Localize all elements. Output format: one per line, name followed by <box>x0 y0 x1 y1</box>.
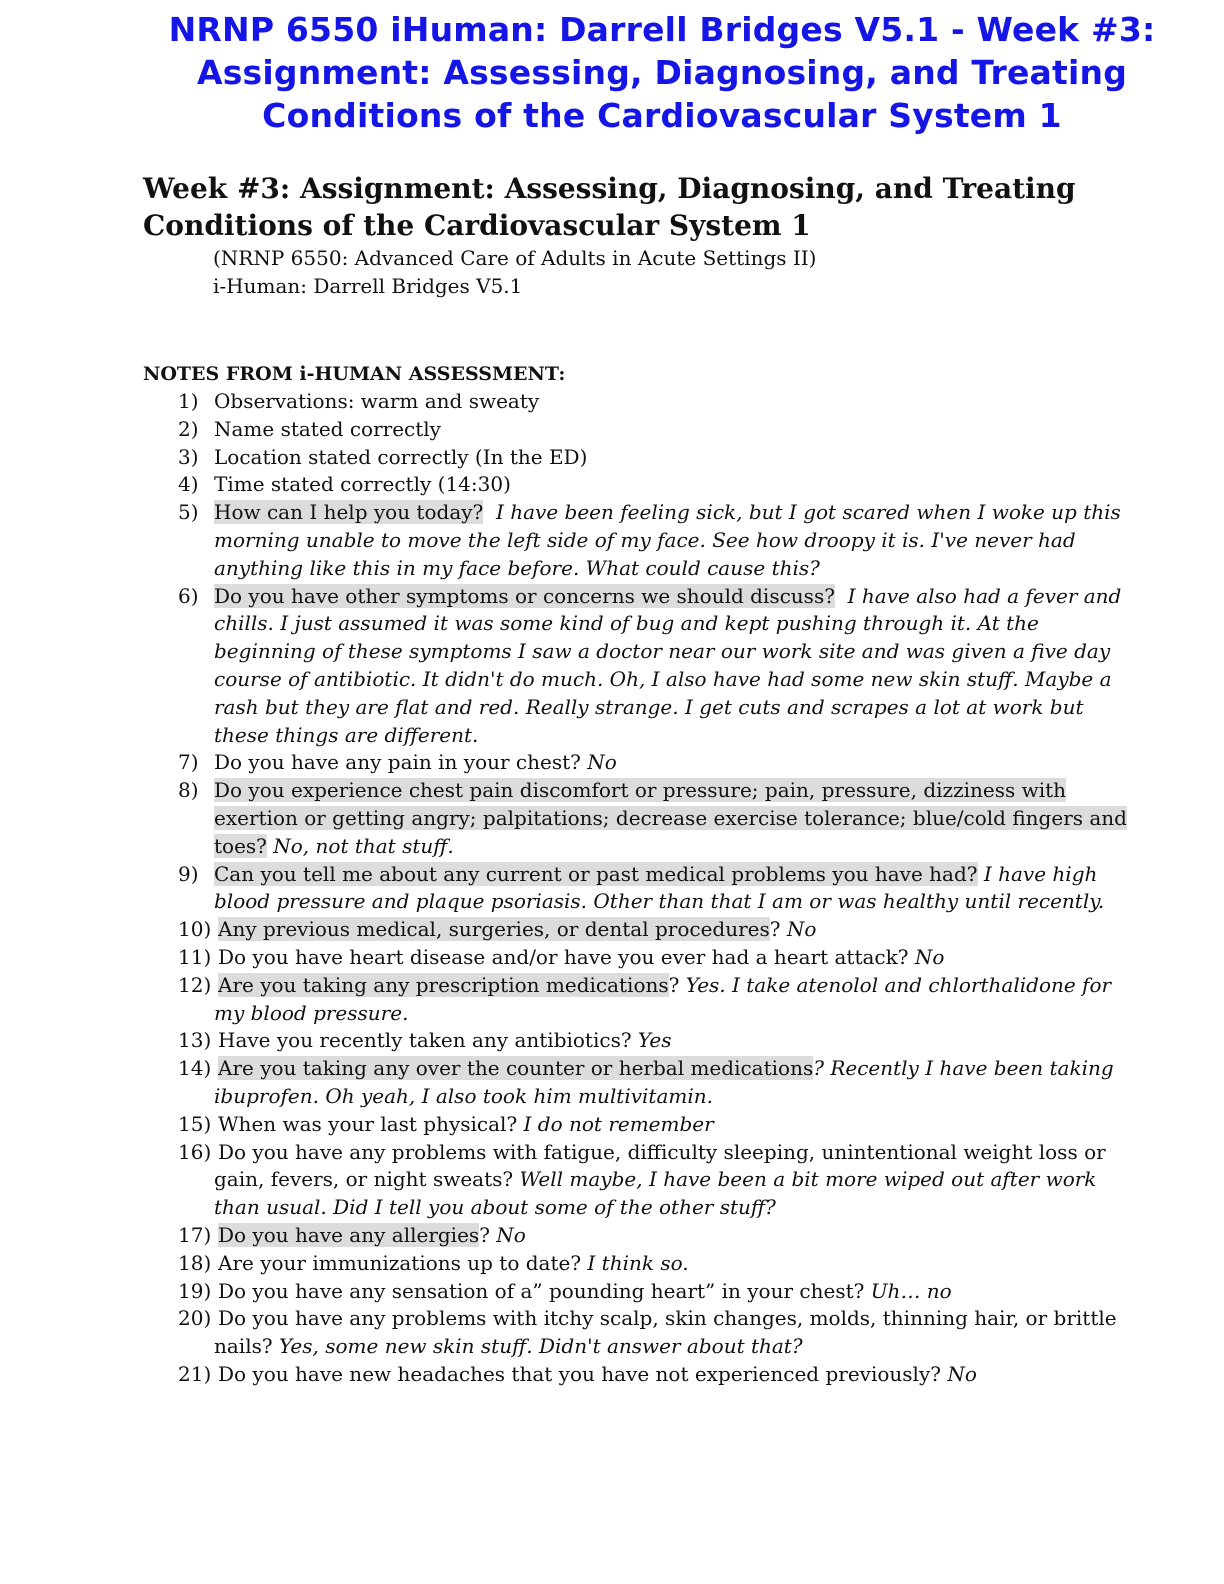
item-number: 10) <box>178 917 212 942</box>
list-item <box>143 944 1143 972</box>
item-answer: No <box>786 917 817 942</box>
list-item <box>143 388 1143 416</box>
item-number: 7) <box>178 750 199 775</box>
item-answer: I do not remember <box>523 1111 714 1136</box>
item-question: Do you have any allergies <box>218 1222 480 1247</box>
item-question: When was your last physical? <box>218 1111 518 1136</box>
course-name: (NRNP 6550: Advanced Care of Adults in Acute Settings II) <box>213 246 817 270</box>
item-question: Do you have other symptoms or concerns we should discuss? <box>214 583 835 608</box>
item-number: 17) <box>178 1222 212 1247</box>
item-number: 3) <box>178 444 199 469</box>
item-number: 5) <box>178 500 199 525</box>
list-item <box>143 416 1143 444</box>
item-answer: Yes, some new skin stuff. Didn't answer about that? <box>278 1334 803 1359</box>
item-question: Have you recently taken any antibiotics? <box>218 1028 632 1053</box>
item-answer: Recently I have been taking ibuprofen. Oh yeah, I also took him multivitamin. <box>214 1056 1114 1108</box>
item-answer: Well maybe, I have been a bit more wiped out after work than usual. Did I tell you about some of the other stuff? <box>214 1167 1097 1220</box>
item-answer: I have also had a fever and chills. I just assumed it was some kind of bug and kept pushing through it. At the beginning of these symptoms I saw a doctor near our work site and was given a five day course of antibiotic. It didn't do much. Oh, I also have had some new skin stuff. Maybe a rash but they are flat and red. Really strange. I get cuts and scrapes a lot at work but these things are different. <box>214 583 1122 747</box>
banner-line-1: NRNP 6550 iHuman: Darrell Bridges V5.1 - Week #3: <box>168 10 1156 49</box>
item-answer: I have high blood pressure and plaque psoriasis. Other than that I am or was healthy until recently. <box>214 861 1105 914</box>
item-question: Are you taking any prescription medications <box>218 972 669 997</box>
item-answer: No <box>914 944 945 969</box>
heading-line-1: Week #3: Assignment: Assessing, Diagnosing, and Treating <box>143 172 1076 205</box>
list-item: 10) Any previous medical, surgeries, or dental procedures? No <box>143 916 1143 944</box>
item-number: 6) <box>178 583 199 608</box>
list-item <box>143 1278 1143 1306</box>
item-question: Can you tell me about any current or past medical problems you have had? <box>214 861 978 886</box>
item-answer: Yes <box>637 1028 672 1053</box>
banner-line-3: Conditions of the Cardiovascular System 1 <box>262 96 1062 135</box>
item-question: Do you experience chest pain discomfort or pressure; pain, pressure, dizziness with exertion or getting angry; palpitations; decrease exercise tolerance; blue/cold fingers and toes? <box>214 778 1127 858</box>
item-number: 12) <box>178 972 212 997</box>
item-question: Do you have any problems with fatigue, difficulty sleeping, unintentional weight loss or gain, fevers, or night sweats? <box>214 1139 1106 1192</box>
banner-line-2: Assignment: Assessing, Diagnosing, and Treating <box>196 53 1128 92</box>
item-number: 15) <box>178 1111 212 1136</box>
item-answer: No, not that stuff. <box>273 833 454 858</box>
item-question: Are you taking any over the counter or herbal medications <box>218 1056 814 1081</box>
item-question: Do you have new headaches that you have not experienced previously? <box>218 1361 941 1386</box>
list-item <box>143 777 1143 860</box>
list-item <box>143 1027 1143 1055</box>
list-item: 14) Are you taking any over the counter or herbal medications? Recently I have been taking ibuprofen. Oh yeah, I also took him multivitamin. <box>178 1056 1114 1108</box>
item-question: Observations: warm and sweaty <box>214 389 540 413</box>
item-number: 13) <box>178 1028 212 1053</box>
item-number: 11) <box>178 944 212 969</box>
list-item <box>143 1305 1143 1361</box>
assignment-heading <box>143 170 1143 244</box>
item-number: 1) <box>178 389 199 413</box>
list-item <box>143 471 1143 499</box>
item-question: Location stated correctly (In the ED) <box>214 444 588 469</box>
notes-title: NOTES FROM i-HUMAN ASSESSMENT: <box>143 363 566 385</box>
list-item <box>143 861 1143 917</box>
item-question: Do you have heart disease and/or have you ever had a heart attack? <box>218 944 909 969</box>
list-item: 17) Do you have any allergies? No <box>143 1222 1143 1250</box>
item-number: 19) <box>178 1278 212 1303</box>
document-banner-title <box>120 8 1204 137</box>
item-question: Do you have any sensation of a” pounding heart” in your chest? <box>218 1278 865 1303</box>
item-question: How can I help you today? <box>214 500 484 525</box>
item-question: Name stated correctly <box>214 416 441 441</box>
list-item <box>143 499 1143 582</box>
item-answer: Uh… no <box>870 1278 952 1303</box>
list-item <box>143 444 1143 472</box>
list-item <box>143 1250 1143 1278</box>
item-number: 9) <box>178 861 199 886</box>
item-number: 14) <box>178 1056 212 1081</box>
item-number: 16) <box>178 1139 212 1164</box>
list-item <box>143 1139 1143 1222</box>
item-question: Do you have any problems with itchy scalp, skin changes, molds, thinning hair, or brittle nails? <box>214 1306 1117 1359</box>
item-question: Are your immunizations up to date? <box>218 1250 582 1275</box>
item-number: 4) <box>178 472 199 497</box>
item-answer: No <box>496 1222 526 1247</box>
item-answer: No <box>947 1361 977 1386</box>
item-number: 18) <box>178 1250 212 1275</box>
item-answer: Yes. I take atenolol and chlorthalidone for my blood pressure. <box>214 972 1112 1025</box>
item-question: Do you have any pain in your chest? <box>214 750 581 775</box>
list-item: 12) Are you taking any prescription medications? Yes. I take atenolol and chlorthalidone for my blood pressure. <box>178 972 1112 1025</box>
item-question: Time stated correctly (14:30) <box>214 472 511 497</box>
list-item <box>143 1361 1143 1389</box>
heading-line-2: Conditions of the Cardiovascular System 1 <box>143 209 811 242</box>
case-name: i-Human: Darrell Bridges V5.1 <box>213 274 523 298</box>
list-item <box>143 749 1143 777</box>
item-question: Any previous medical, surgeries, or dental procedures <box>218 917 770 942</box>
item-number: 2) <box>178 416 199 441</box>
item-number: 20) <box>178 1306 212 1331</box>
list-item <box>143 1111 1143 1139</box>
item-answer: No <box>587 750 617 775</box>
list-item <box>143 583 1143 750</box>
item-number: 8) <box>178 778 199 803</box>
assessment-notes-list <box>143 388 1143 1389</box>
item-answer: I think so. <box>587 1250 689 1275</box>
item-number: 21) <box>178 1361 212 1386</box>
item-answer: I have been feeling sick, but I got scared when I woke up this morning unable to move the left side of my face. See how droopy it is. I've never had anything like this in my face before. What could cause this? <box>214 500 1121 580</box>
document-body <box>143 170 1143 1389</box>
